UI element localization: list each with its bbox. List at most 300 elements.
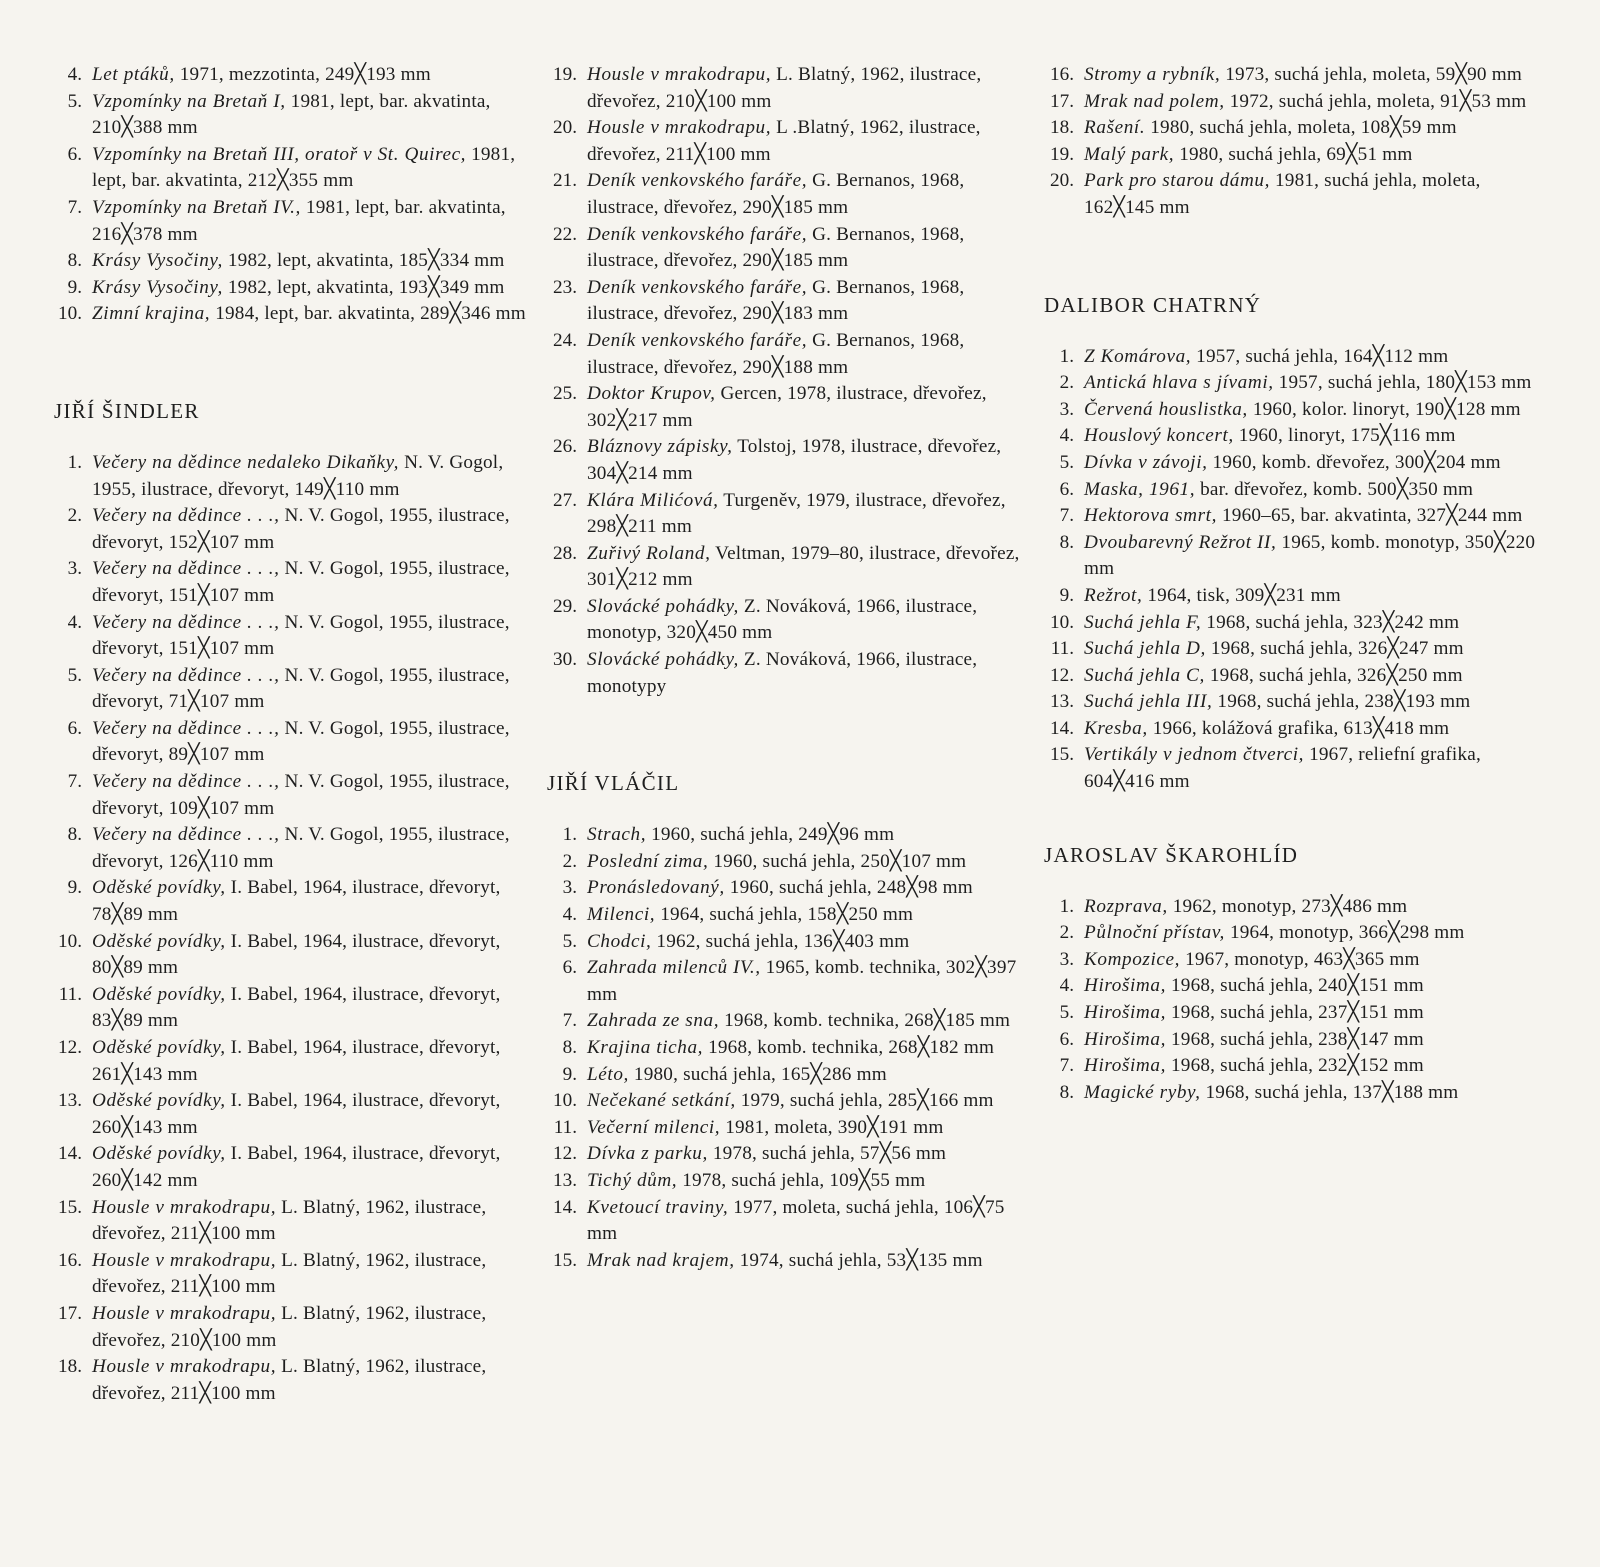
entry-title: Vzpomínky na Bretaň I,: [92, 90, 286, 112]
entry-number: 9.: [67, 877, 82, 899]
entry-title: Oděské povídky,: [92, 877, 226, 899]
entry-details: L. Blatný, 1962, ilustrace, dřevořez, 210╳100 mm: [587, 64, 982, 112]
entry-details: 1984, lept, bar. akvatinta, 289╳346 mm: [210, 303, 526, 325]
entry-number: 10.: [58, 930, 82, 952]
entry-details: Z. Nováková, 1966, ilustrace, monotypy: [587, 649, 978, 697]
entry-title: Malý park,: [1084, 143, 1175, 165]
entry-number: 26.: [553, 436, 577, 458]
entry-details: 1972, suchá jehla, moleta, 91╳53 mm: [1224, 90, 1527, 112]
entry-details: 1981, lept, bar. akvatinta, 212╳355 mm: [92, 143, 516, 192]
artwork-entry: [543, 929, 1023, 956]
entry-title: Bláznovy zápisky,: [587, 436, 733, 458]
artwork-entry: [48, 1354, 528, 1407]
entry-details: L. Blatný, 1962, ilustrace, dřevořez, 211╳100 mm: [92, 1356, 487, 1404]
entry-title: Housle v mrakodrapu,: [92, 1302, 277, 1324]
entry-details: N. V. Gogol, 1955, ilustrace, dřevoryt, 71╳107 mm: [92, 664, 510, 713]
entry-number: 8.: [562, 1037, 577, 1058]
artwork-entry: [1040, 89, 1545, 116]
artwork-entry: [543, 1195, 1023, 1248]
entry-title: Krajina ticha,: [587, 1037, 704, 1058]
entry-details: N. V. Gogol, 1955, ilustrace, dřevoryt, 109╳107 mm: [92, 771, 510, 819]
entry-details: I. Babel, 1964, ilustrace, dřevoryt, 83╳89 mm: [92, 983, 501, 1032]
entry-title: Z Komárova,: [1084, 345, 1192, 367]
entry-title: Hirošima,: [1084, 1028, 1166, 1050]
artwork-entry: [1040, 742, 1545, 795]
entry-details: 1967, monotyp, 463╳365 mm: [1180, 948, 1420, 970]
entry-title: Večery na dědince . . .,: [92, 771, 280, 793]
entry-details: 1980, suchá jehla, 69╳51 mm: [1174, 143, 1413, 165]
entry-title: Červená houslistka,: [1084, 398, 1248, 420]
entry-details: 1982, lept, akvatinta, 185╳334 mm: [222, 250, 505, 272]
entry-details: Tolstoj, 1978, ilustrace, dřevořez, 304╳214 mm: [587, 436, 1002, 484]
entry-details: N. V. Gogol, 1955, ilustrace, dřevoryt, 152╳107 mm: [92, 505, 510, 553]
entry-title: Kompozice,: [1084, 948, 1181, 970]
entry-title: Housle v mrakodrapu,: [92, 1356, 277, 1378]
entry-number: 8.: [1059, 531, 1074, 553]
entry-details: 1968, suchá jehla, 326╳247 mm: [1205, 638, 1464, 660]
entry-title: Rozprava,: [1084, 895, 1168, 917]
entry-title: Zahrada milenců IV.,: [587, 957, 761, 979]
entry-title: Slovácké pohádky,: [587, 649, 739, 671]
artwork-entry: [543, 115, 1023, 168]
artwork-entry: [543, 875, 1023, 902]
entry-number: 4.: [67, 64, 82, 85]
entry-title: Tichý dům,: [587, 1169, 678, 1191]
entry-title: Zuřivý Roland,: [587, 542, 711, 564]
entry-title: Oděské povídky,: [92, 983, 226, 1005]
entry-number: 7.: [1059, 1055, 1074, 1077]
artwork-entry: [543, 1115, 1023, 1142]
entry-title: Deník venkovského faráře,: [587, 223, 808, 245]
artwork-entry: [543, 594, 1023, 647]
artwork-entry: [543, 1168, 1023, 1195]
artwork-entry: [1040, 530, 1545, 583]
artwork-entry: [48, 556, 528, 609]
entry-number: 7.: [562, 1010, 577, 1032]
artwork-entry: [543, 381, 1023, 434]
artwork-entry: [543, 1062, 1023, 1089]
artwork-entry: [48, 1248, 528, 1301]
artwork-list: [1040, 344, 1545, 796]
entry-details: 1977, moleta, suchá jehla, 106╳75 mm: [587, 1196, 1005, 1245]
entry-number: 23.: [553, 276, 577, 298]
entry-details: 1957, suchá jehla, 164╳112 mm: [1191, 345, 1449, 367]
artwork-entry: [1040, 423, 1545, 450]
artwork-entry: [543, 849, 1023, 876]
entry-number: 13.: [553, 1169, 577, 1191]
entry-number: 20.: [553, 117, 577, 139]
entry-number: 7.: [67, 771, 82, 793]
entry-details: 1966, kolážová grafika, 613╳418 mm: [1147, 717, 1450, 739]
entry-title: Kvetoucí traviny,: [587, 1196, 729, 1218]
artwork-entry: [1040, 663, 1545, 690]
entry-number: 24.: [553, 329, 577, 351]
entry-details: 1971, mezzotinta, 249╳193 mm: [174, 64, 431, 85]
entry-details: L. Blatný, 1962, ilustrace, dřevořez, 210╳100 mm: [92, 1302, 487, 1351]
entry-title: Vzpomínky na Bretaň IV.,: [92, 196, 301, 218]
entry-details: 1968, komb. technika, 268╳182 mm: [703, 1037, 995, 1058]
entry-number: 19.: [1050, 143, 1074, 165]
artwork-list: [543, 822, 1023, 1274]
artwork-entry: [1040, 973, 1545, 1000]
section-gap: [1040, 796, 1545, 842]
entry-details: 1965, komb. technika, 302╳397 mm: [587, 957, 1017, 1005]
entry-details: 1979, suchá jehla, 285╳166 mm: [735, 1090, 994, 1112]
entry-number: 29.: [553, 595, 577, 617]
entry-number: 8.: [67, 250, 82, 272]
entry-title: Nečekané setkání,: [587, 1090, 736, 1112]
entry-details: I. Babel, 1964, ilustrace, dřevoryt, 80╳89 mm: [92, 930, 501, 979]
entry-number: 5.: [67, 90, 82, 112]
entry-details: 1968, komb. technika, 268╳185 mm: [719, 1010, 1011, 1032]
column-3: [1040, 62, 1545, 1106]
entry-title: Mrak nad polem,: [1084, 90, 1225, 112]
artwork-entry: [543, 1035, 1023, 1062]
entry-details: 1964, monotyp, 366╳298 mm: [1224, 922, 1465, 944]
entry-number: 3.: [1059, 398, 1074, 420]
artwork-entry: [1040, 947, 1545, 974]
entry-number: 1.: [67, 451, 82, 473]
entry-title: Rašení.: [1084, 117, 1146, 139]
artwork-entry: [48, 450, 528, 503]
entry-details: 1960, suchá jehla, 249╳96 mm: [646, 824, 895, 846]
entry-title: Hirošima,: [1084, 1055, 1166, 1077]
artwork-entry: [543, 955, 1023, 1008]
artwork-entry: [1040, 62, 1545, 89]
artwork-entry: [48, 248, 528, 275]
artist-heading: JIŘÍ ŠINDLER: [54, 398, 200, 423]
entry-number: 10.: [58, 303, 82, 325]
entry-number: 7.: [1059, 505, 1074, 527]
entry-number: 4.: [67, 611, 82, 633]
artwork-entry: [543, 328, 1023, 381]
artwork-entry: [48, 275, 528, 302]
entry-number: 15.: [553, 1249, 577, 1271]
artwork-entry: [543, 541, 1023, 594]
entry-number: 6.: [67, 143, 82, 165]
artist-heading: JIŘÍ VLÁČIL: [547, 771, 680, 796]
entry-number: 19.: [553, 64, 577, 85]
entry-title: Antická hlava s jívami,: [1084, 372, 1274, 394]
entry-title: Houslový koncert,: [1084, 425, 1234, 447]
artwork-entry: [48, 89, 528, 142]
artwork-entry: [48, 769, 528, 822]
entry-number: 6.: [1059, 478, 1074, 500]
artwork-entry: [1040, 477, 1545, 504]
entry-title: Zahrada ze sna,: [587, 1010, 720, 1032]
artwork-entry: [1040, 1027, 1545, 1054]
entry-number: 14.: [58, 1143, 82, 1165]
entry-number: 30.: [553, 649, 577, 671]
artwork-entry: [543, 62, 1023, 115]
artwork-entry: [48, 982, 528, 1035]
entry-title: Pronásledovaný,: [587, 877, 725, 899]
artwork-entry: [543, 222, 1023, 275]
entry-title: Hirošima,: [1084, 975, 1166, 997]
artwork-entry: [48, 1195, 528, 1248]
entry-number: 12.: [1050, 664, 1074, 686]
artwork-entry: [48, 1301, 528, 1354]
entry-title: Večery na dědince nedaleko Dikaňky,: [92, 451, 400, 473]
artwork-entry: [48, 716, 528, 769]
entry-number: 12.: [58, 1037, 82, 1058]
entry-number: 14.: [1050, 717, 1074, 739]
artwork-list: [1040, 62, 1545, 222]
entry-details: G. Bernanos, 1968, ilustrace, dřevořez, 290╳185 mm: [587, 223, 965, 272]
artwork-entry: [48, 610, 528, 663]
entry-number: 2.: [67, 505, 82, 527]
entry-details: L. Blatný, 1962, ilustrace, dřevořez, 211╳100 mm: [92, 1196, 487, 1245]
entry-title: Večery na dědince . . .,: [92, 505, 280, 527]
entry-title: Vertikály v jednom čtverci,: [1084, 744, 1305, 766]
artwork-entry: [543, 275, 1023, 328]
entry-details: 1965, komb. monotyp, 350╳220 mm: [1084, 531, 1536, 580]
artwork-list: [48, 450, 528, 1407]
entry-title: Večery na dědince . . .,: [92, 824, 280, 846]
entry-title: Doktor Krupov,: [587, 383, 716, 405]
entry-details: 1960–65, bar. akvatinta, 327╳244 mm: [1217, 505, 1523, 527]
entry-details: Gercen, 1978, ilustrace, dřevořez, 302╳217 mm: [587, 383, 987, 431]
artwork-entry: [543, 1141, 1023, 1168]
entry-number: 17.: [1050, 90, 1074, 112]
artwork-entry: [543, 822, 1023, 849]
entry-number: 5.: [1059, 451, 1074, 473]
entry-details: 1968, suchá jehla, 237╳151 mm: [1165, 1002, 1424, 1024]
entry-title: Klára Milićová,: [587, 489, 719, 511]
artwork-list: [48, 62, 528, 328]
entry-number: 4.: [1059, 425, 1074, 447]
artist-heading: DALIBOR CHATRNÝ: [1044, 292, 1262, 317]
entry-details: N. V. Gogol, 1955, ilustrace, dřevoryt, 151╳107 mm: [92, 611, 510, 660]
artwork-entry: [1040, 115, 1545, 142]
entry-number: 15.: [58, 1196, 82, 1218]
entry-title: Suchá jehla C,: [1084, 664, 1205, 686]
entry-number: 16.: [58, 1249, 82, 1271]
entry-number: 2.: [562, 850, 577, 872]
entry-number: 6.: [67, 717, 82, 739]
entry-details: 1964, tisk, 309╳231 mm: [1142, 584, 1341, 606]
artwork-entry: [1040, 583, 1545, 610]
entry-details: 1962, monotyp, 273╳486 mm: [1167, 895, 1408, 917]
entry-number: 9.: [1059, 584, 1074, 606]
artwork-entry: [543, 488, 1023, 541]
entry-number: 12.: [553, 1143, 577, 1165]
entry-title: Oděské povídky,: [92, 1037, 226, 1058]
entry-number: 13.: [1050, 691, 1074, 713]
artwork-entry: [48, 663, 528, 716]
entry-details: L .Blatný, 1962, ilustrace, dřevořez, 211╳100 mm: [587, 117, 981, 165]
entry-title: Chodci,: [587, 930, 652, 952]
entry-details: Z. Nováková, 1966, ilustrace, monotyp, 320╳450 mm: [587, 595, 978, 644]
entry-number: 2.: [1059, 922, 1074, 944]
entry-title: Magické ryby,: [1084, 1081, 1201, 1103]
artwork-entry: [1040, 1000, 1545, 1027]
entry-number: 22.: [553, 223, 577, 245]
artwork-entry: [48, 1035, 528, 1088]
entry-details: 1960, suchá jehla, 250╳107 mm: [708, 850, 967, 872]
entry-number: 2.: [1059, 372, 1074, 394]
entry-title: Dvoubarevný Režrot II,: [1084, 531, 1277, 553]
entry-details: 1981, suchá jehla, moleta, 162╳145 mm: [1084, 170, 1481, 218]
entry-number: 1.: [562, 824, 577, 846]
entry-details: 1967, reliefní grafika, 604╳416 mm: [1084, 744, 1481, 793]
entry-details: I. Babel, 1964, ilustrace, dřevoryt, 260╳142 mm: [92, 1143, 501, 1191]
entry-title: Léto,: [587, 1063, 629, 1085]
artwork-entry: [1040, 397, 1545, 424]
entry-title: Večery na dědince . . .,: [92, 717, 280, 739]
entry-title: Hirošima,: [1084, 1002, 1166, 1024]
artwork-entry: [1040, 142, 1545, 169]
entry-title: Dívka v závoji,: [1084, 451, 1208, 473]
artwork-entry: [543, 902, 1023, 929]
entry-details: I. Babel, 1964, ilustrace, dřevoryt, 78╳89 mm: [92, 877, 501, 926]
artwork-list: [543, 62, 1023, 700]
entry-number: 11.: [553, 1116, 577, 1138]
entry-number: 17.: [58, 1302, 82, 1324]
artwork-entry: [1040, 610, 1545, 637]
entry-number: 21.: [553, 170, 577, 192]
section-gap: [543, 700, 1023, 770]
entry-details: N. V. Gogol, 1955, ilustrace, dřevoryt, 126╳110 mm: [92, 824, 510, 872]
entry-title: Housle v mrakodrapu,: [92, 1249, 277, 1271]
entry-details: 1981, lept, bar. akvatinta, 210╳388 mm: [92, 90, 491, 139]
entry-number: 28.: [553, 542, 577, 564]
entry-title: Suchá jehla F,: [1084, 611, 1202, 633]
section-gap: [48, 328, 528, 398]
artwork-entry: [1040, 689, 1545, 716]
entry-number: 18.: [58, 1356, 82, 1378]
entry-number: 6.: [1059, 1028, 1074, 1050]
entry-number: 4.: [1059, 975, 1074, 997]
artwork-entry: [48, 142, 528, 195]
artwork-entry: [1040, 168, 1545, 221]
entry-number: 10.: [553, 1090, 577, 1112]
entry-number: 5.: [1059, 1002, 1074, 1024]
entry-number: 8.: [67, 824, 82, 846]
artwork-entry: [543, 168, 1023, 221]
entry-title: Oděské povídky,: [92, 1143, 226, 1165]
entry-details: 1960, suchá jehla, 248╳98 mm: [724, 877, 973, 899]
entry-details: G. Bernanos, 1968, ilustrace, dřevořez, 290╳183 mm: [587, 276, 965, 325]
entry-details: N. V. Gogol, 1955, ilustrace, dřevoryt, 89╳107 mm: [92, 717, 510, 766]
artwork-list: [1040, 894, 1545, 1107]
entry-title: Suchá jehla D,: [1084, 638, 1206, 660]
entry-title: Půlnoční přístav,: [1084, 922, 1225, 944]
artwork-entry: [1040, 450, 1545, 477]
entry-details: 1980, suchá jehla, 165╳286 mm: [628, 1063, 887, 1085]
entry-number: 10.: [1050, 611, 1074, 633]
entry-details: 1973, suchá jehla, moleta, 59╳90 mm: [1220, 64, 1522, 85]
entry-number: 7.: [67, 196, 82, 218]
artwork-entry: [1040, 894, 1545, 921]
entry-details: 1960, linoryt, 175╳116 mm: [1233, 425, 1456, 447]
entry-title: Park pro starou dámu,: [1084, 170, 1270, 192]
entry-title: Maska, 1961,: [1084, 478, 1196, 500]
entry-title: Slovácké pohádky,: [587, 595, 739, 617]
entry-number: 9.: [562, 1063, 577, 1085]
entry-details: 1968, suchá jehla, 240╳151 mm: [1165, 975, 1424, 997]
artwork-entry: [1040, 1080, 1545, 1107]
entry-number: 11.: [1050, 638, 1074, 660]
entry-title: Krásy Vysočiny,: [92, 276, 223, 298]
entry-number: 20.: [1050, 170, 1074, 192]
artwork-entry: [543, 647, 1023, 700]
entry-number: 15.: [1050, 744, 1074, 766]
artwork-entry: [1040, 344, 1545, 371]
entry-title: Deník venkovského faráře,: [587, 170, 808, 192]
artwork-entry: [48, 195, 528, 248]
entry-title: Suchá jehla III,: [1084, 691, 1213, 713]
entry-number: 3.: [1059, 948, 1074, 970]
entry-details: 1974, suchá jehla, 53╳135 mm: [734, 1249, 983, 1271]
artwork-entry: [1040, 1053, 1545, 1080]
entry-details: 1980, suchá jehla, moleta, 108╳59 mm: [1145, 117, 1457, 139]
entry-details: I. Babel, 1964, ilustrace, dřevoryt, 261╳143 mm: [92, 1037, 501, 1085]
artwork-entry: [48, 503, 528, 556]
artwork-entry: [543, 434, 1023, 487]
entry-title: Deník venkovského faráře,: [587, 329, 808, 351]
entry-title: Mrak nad krajem,: [587, 1249, 735, 1271]
artwork-entry: [48, 1088, 528, 1141]
entry-title: Oděské povídky,: [92, 1090, 226, 1112]
artwork-entry: [48, 875, 528, 928]
artwork-entry: [48, 301, 528, 328]
entry-title: Oděské povídky,: [92, 930, 226, 952]
entry-details: 1968, suchá jehla, 323╳242 mm: [1201, 611, 1460, 633]
entry-details: 1960, komb. dřevořez, 300╳204 mm: [1207, 451, 1501, 473]
entry-number: 27.: [553, 489, 577, 511]
artwork-entry: [1040, 503, 1545, 530]
artwork-entry: [48, 1141, 528, 1194]
entry-details: 1962, suchá jehla, 136╳403 mm: [651, 930, 910, 952]
entry-number: 5.: [67, 664, 82, 686]
entry-details: 1968, suchá jehla, 238╳147 mm: [1165, 1028, 1424, 1050]
entry-details: 1968, suchá jehla, 238╳193 mm: [1212, 691, 1471, 713]
artwork-entry: [1040, 920, 1545, 947]
entry-title: Režrot,: [1084, 584, 1143, 606]
entry-details: 1981, moleta, 390╳191 mm: [720, 1116, 944, 1138]
entry-details: Veltman, 1979–80, ilustrace, dřevořez, 301╳212 mm: [587, 542, 1020, 591]
entry-number: 3.: [562, 877, 577, 899]
column-2: [543, 62, 1023, 1274]
artwork-entry: [1040, 716, 1545, 743]
artwork-entry: [543, 1008, 1023, 1035]
entry-details: 1968, suchá jehla, 137╳188 mm: [1200, 1081, 1459, 1103]
section-gap: [1040, 222, 1545, 292]
entry-details: 1960, kolor. linoryt, 190╳128 mm: [1247, 398, 1521, 420]
entry-title: Housle v mrakodrapu,: [587, 117, 772, 139]
entry-number: 4.: [562, 904, 577, 926]
entry-details: G. Bernanos, 1968, ilustrace, dřevořez, 290╳185 mm: [587, 170, 965, 218]
entry-title: Deník venkovského faráře,: [587, 276, 808, 298]
artwork-entry: [48, 929, 528, 982]
entry-number: 9.: [67, 276, 82, 298]
entry-number: 3.: [67, 558, 82, 580]
artwork-entry: [543, 1088, 1023, 1115]
entry-number: 11.: [58, 983, 82, 1005]
artwork-entry: [1040, 370, 1545, 397]
entry-details: 1981, lept, bar. akvatinta, 216╳378 mm: [92, 196, 506, 245]
entry-number: 14.: [553, 1196, 577, 1218]
entry-details: L. Blatný, 1962, ilustrace, dřevořez, 211╳100 mm: [92, 1249, 487, 1298]
entry-details: 1968, suchá jehla, 326╳250 mm: [1204, 664, 1463, 686]
entry-number: 18.: [1050, 117, 1074, 139]
entry-number: 13.: [58, 1090, 82, 1112]
entry-number: 6.: [562, 957, 577, 979]
entry-details: G. Bernanos, 1968, ilustrace, dřevořez, 290╳188 mm: [587, 329, 965, 378]
entry-title: Hektorova smrt,: [1084, 505, 1217, 527]
artist-heading: JAROSLAV ŠKAROHLÍD: [1044, 842, 1299, 867]
